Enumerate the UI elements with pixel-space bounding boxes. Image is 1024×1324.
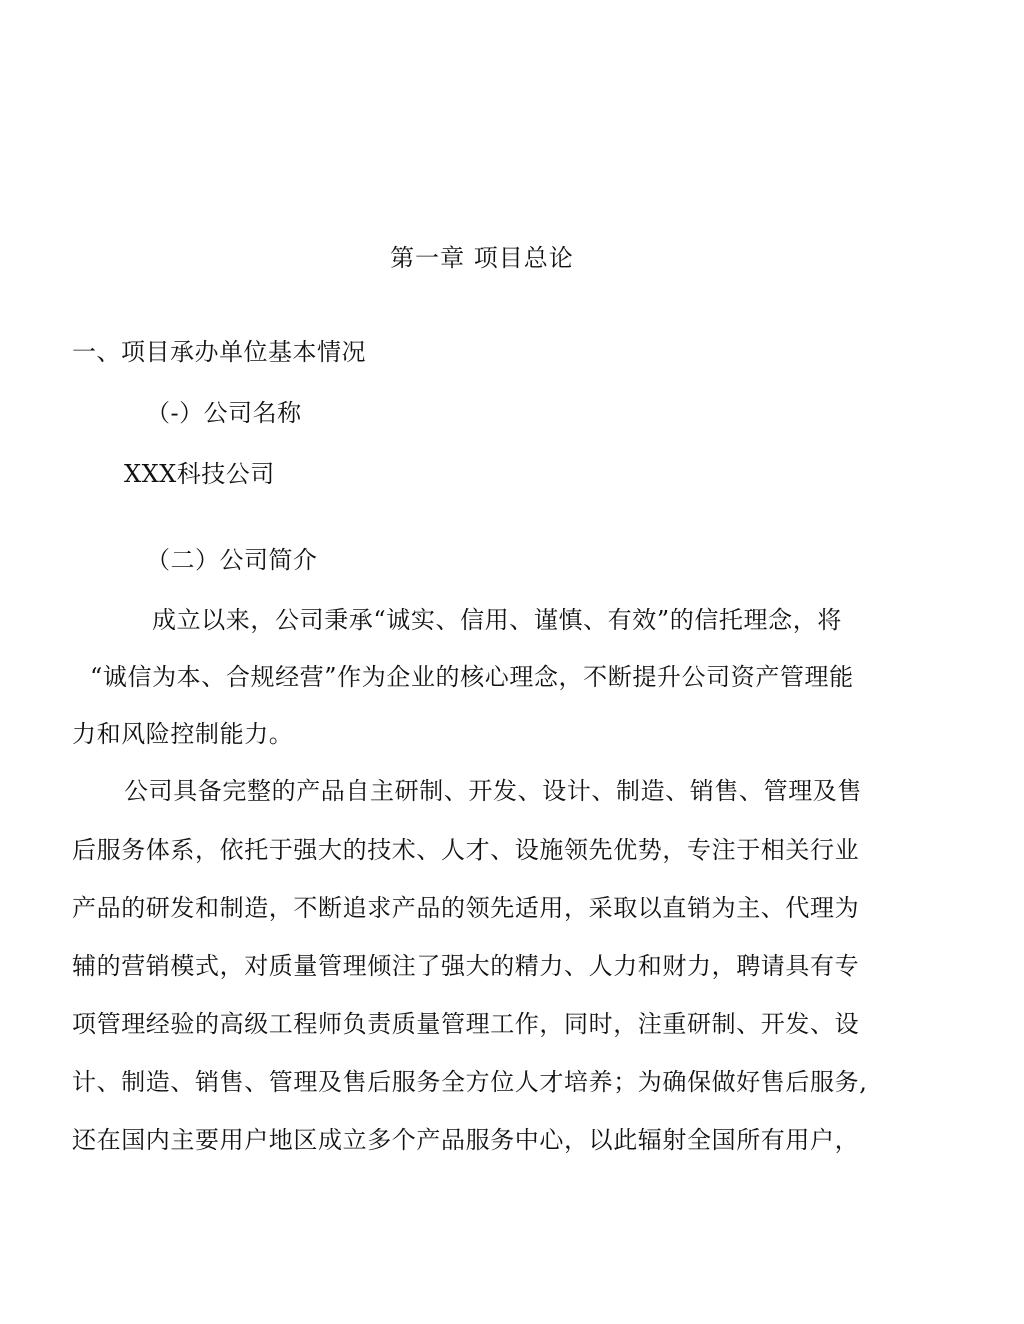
paragraph-line: 辅的营销模式，对质量管理倾注了强大的精力、人力和财力，聘请具有专 — [72, 952, 860, 980]
chapter-title: 第一章 项目总论 — [390, 244, 574, 272]
paragraph-line: “诚信为本、合规经营”作为企业的核心理念，不断提升公司资产管理能 — [90, 663, 854, 691]
paragraph-line: 项管理经验的高级工程师负责质量管理工作，同时，注重研制、开发、设 — [72, 1010, 860, 1038]
paragraph-line: 成立以来，公司秉承“诚实、信用、谨慎、有效”的信托理念，将 — [152, 606, 842, 634]
section-title: 一、项目承办单位基本情况 — [72, 338, 366, 366]
paragraph-line: 后服务体系，依托于强大的技术、人才、设施领先优势，专注于相关行业 — [72, 836, 860, 864]
paragraph-2 — [72, 776, 892, 1176]
paragraph-line: 还在国内主要用户地区成立多个产品服务中心，以此辐射全国所有用户， — [72, 1126, 860, 1154]
company-name-value: XXX科技公司 — [124, 460, 275, 488]
paragraph-line: 产品的研发和制造，不断追求产品的领先适用，采取以直销为主、代理为 — [72, 894, 860, 922]
paragraph-line: 力和风险控制能力。 — [72, 720, 294, 748]
subsection-title-company-name: （-）公司名称 — [146, 399, 302, 427]
paragraph-1 — [72, 605, 892, 755]
paragraph-line: 计、制造、销售、管理及售后服务全方位人才培养；为确保做好售后服务, — [72, 1068, 868, 1096]
paragraph-line: 公司具备完整的产品自主研制、开发、设计、制造、销售、管理及售 — [124, 777, 862, 805]
subsection-title-company-profile: （二）公司简介 — [146, 546, 318, 574]
